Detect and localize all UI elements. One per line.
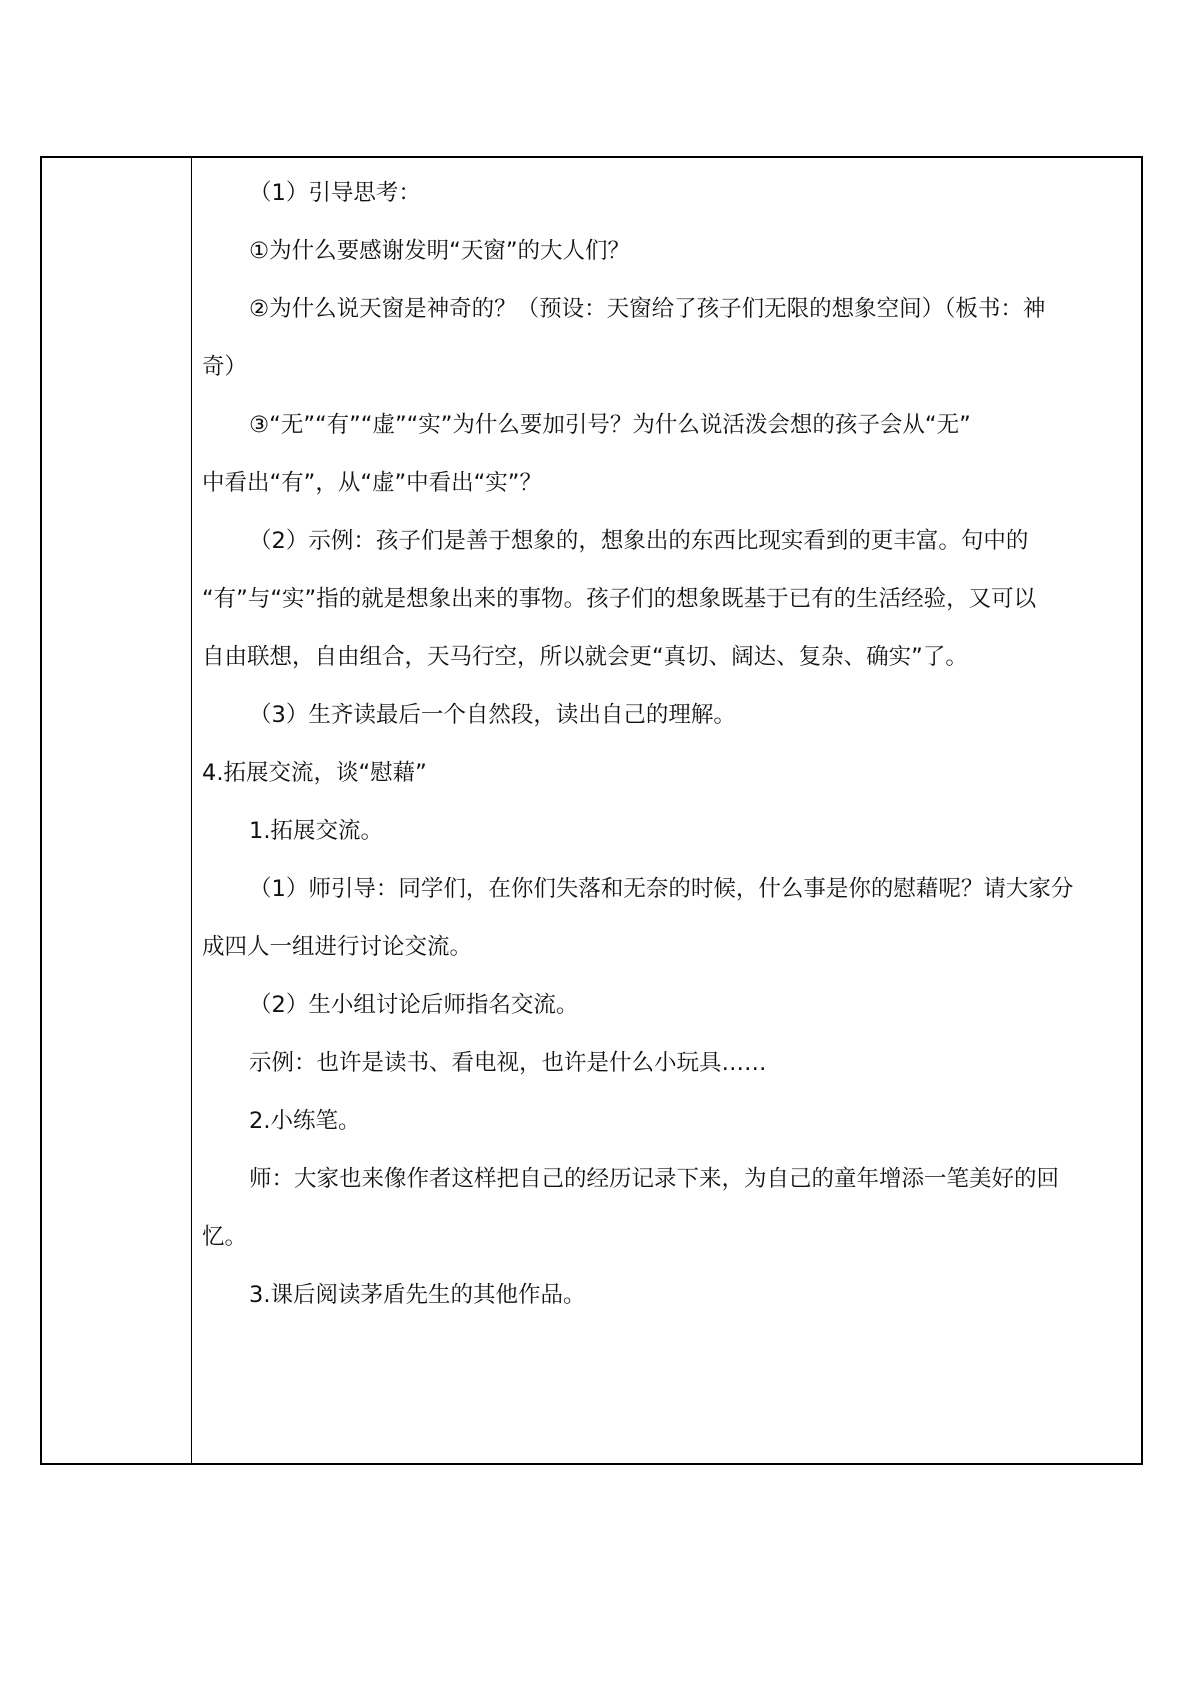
paragraph-line: 忆。	[202, 1224, 248, 1250]
paragraph-line: 师：大家也来像作者这样把自己的经历记录下来，为自己的童年增添一笔美好的回	[249, 1166, 1060, 1192]
paragraph-line: （3）生齐读最后一个自然段，读出自己的理解。	[249, 702, 736, 728]
paragraph-line: 自由联想，自由组合，天马行空，所以就会更“真切、阔达、复杂、确实”了。	[202, 644, 968, 670]
paragraph-line: 示例：也许是读书、看电视，也许是什么小玩具……	[249, 1050, 767, 1076]
paragraph-line: 2.小练笔。	[249, 1108, 361, 1134]
table-left-cell	[42, 158, 192, 1463]
section-heading: 4.拓展交流，谈“慰藉”	[202, 760, 427, 786]
table-content-cell	[192, 158, 1141, 1463]
paragraph-line: （2）示例：孩子们是善于想象的，想象出的东西比现实看到的更丰富。句中的	[249, 528, 1029, 554]
paragraph-line: （2）生小组讨论后师指名交流。	[249, 992, 579, 1018]
paragraph-line: ②为什么说天窗是神奇的？（预设：天窗给了孩子们无限的想象空间）（板书：神	[249, 296, 1046, 322]
paragraph-line: 3.课后阅读茅盾先生的其他作品。	[249, 1282, 586, 1308]
lesson-table	[40, 156, 1143, 1465]
paragraph-line: 1.拓展交流。	[249, 818, 383, 844]
paragraph-line: ①为什么要感谢发明“天窗”的大人们？	[249, 238, 630, 264]
paragraph-line: “有”与“实”指的就是想象出来的事物。孩子们的想象既基于已有的生活经验，又可以	[202, 586, 1037, 612]
paragraph-line: 奇）	[202, 354, 248, 380]
paragraph-line: 成四人一组进行讨论交流。	[202, 934, 473, 960]
paragraph-line: （1）引导思考：	[249, 180, 421, 206]
paragraph-line: ③“无”“有”“虚”“实”为什么要加引号？为什么说活泼会想的孩子会从“无”	[249, 412, 971, 438]
paragraph-line: 中看出“有”，从“虚”中看出“实”？	[202, 470, 542, 496]
paragraph-line: （1）师引导：同学们，在你们失落和无奈的时候，什么事是你的慰藉呢？请大家分	[249, 876, 1074, 902]
